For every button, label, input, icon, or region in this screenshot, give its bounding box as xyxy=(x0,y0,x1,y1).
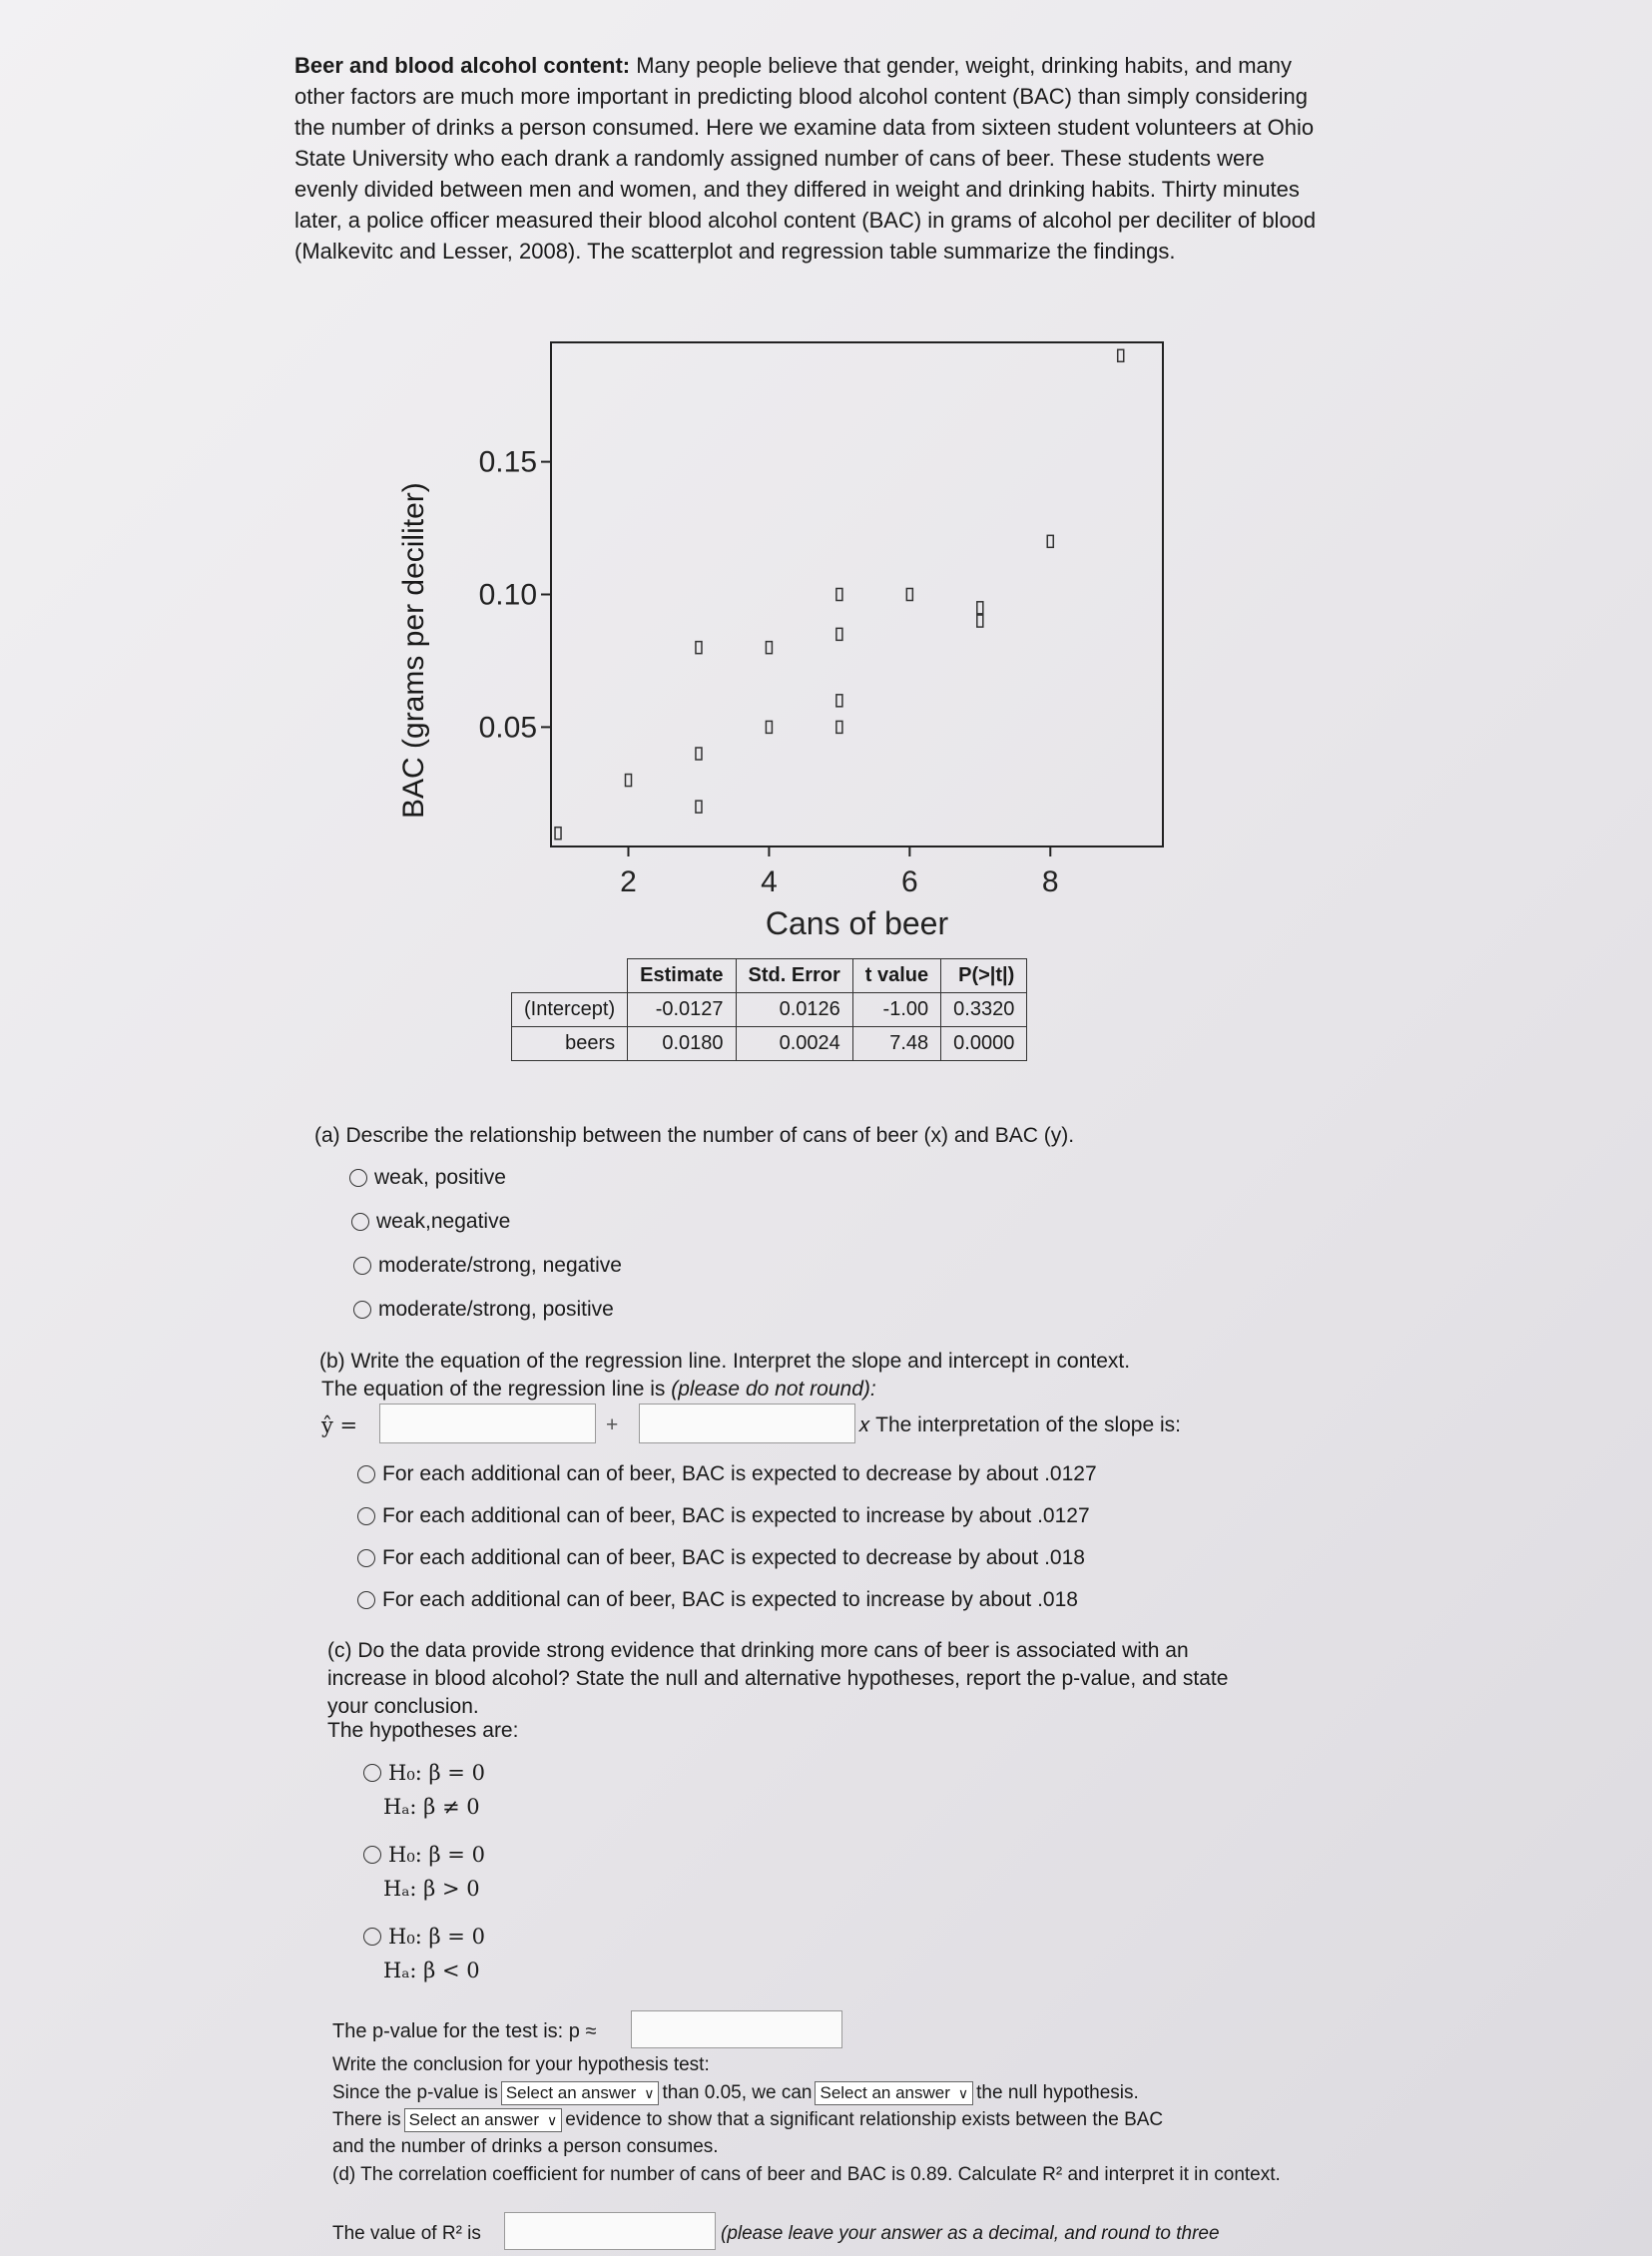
table-cell: 0.3320 xyxy=(941,993,1027,1027)
intro-body: Many people believe that gender, weight, drinking habits, and many other factors are much more important in predicting blood alcohol content (BAC) than simply considering the number of drinks a person consumed. Here we examine data from sixteen student volunteers at Ohio State University who each drank a randomly assigned number of cans of beer. These students were evenly divided between men and women, and they differed in weight and drinking habits. Thirty minutes later, a police officer measured their blood alcohol content (BAC) in grams of alcohol per deciliter of blood (Malkevitc and Lesser, 2008). The scatterplot and regression table summarize the findings. xyxy=(294,53,1317,264)
radio-option-a4[interactable] xyxy=(353,1298,614,1322)
radio-circle[interactable] xyxy=(357,1549,375,1567)
data-point xyxy=(555,828,561,840)
table-cell: 0.0024 xyxy=(736,1027,852,1061)
yhat-label: ŷ = xyxy=(321,1413,358,1437)
data-point xyxy=(977,615,983,627)
question-c-prompt: (c) Do the data provide strong evidence that drinking more cans of beer is associated with an increase in blood alcohol? State the null and alternative hypotheses, report the p-value, and state your conclusion. xyxy=(327,1639,1229,1718)
table-header-row xyxy=(512,959,1027,993)
intro-title: Beer and blood alcohol content: xyxy=(294,53,631,78)
table-header: P(>|t|) xyxy=(941,959,1027,993)
select-label: Select an answer xyxy=(820,2083,950,2102)
option-label: weak,negative xyxy=(376,1210,511,1233)
radio-option-c1[interactable] xyxy=(363,1761,485,1785)
table-header: Std. Error xyxy=(736,959,852,993)
data-point xyxy=(766,642,772,654)
equation-note: (please do not round): xyxy=(671,1378,876,1401)
data-point xyxy=(977,602,983,614)
hypotheses-label: The hypotheses are: xyxy=(327,1719,519,1742)
chevron-down-icon: ∨ xyxy=(547,2112,558,2128)
line1-text-c: the null hypothesis. xyxy=(976,2082,1139,2103)
radio-option-a1[interactable] xyxy=(349,1166,506,1190)
h0-label: H₀: β = 0 xyxy=(388,1925,485,1949)
reject-select[interactable] xyxy=(815,2081,973,2105)
option-label: For each additional can of beer, BAC is expected to increase by about .0127 xyxy=(382,1504,1090,1527)
x-tick-label: 6 xyxy=(901,865,918,898)
table-row xyxy=(512,993,1027,1027)
line1-text-a: Since the p-value is xyxy=(332,2082,498,2103)
line2-text-a: There is xyxy=(332,2109,401,2130)
radio-circle[interactable] xyxy=(351,1213,369,1231)
data-point xyxy=(836,721,842,733)
table-cell: -1.00 xyxy=(852,993,940,1027)
r-squared-note: (please leave your answer as a decimal, and round to three xyxy=(721,2223,1220,2244)
line1-text-b: than 0.05, we can xyxy=(662,2082,813,2103)
ha-label: Hₐ: β > 0 xyxy=(383,1877,480,1901)
data-point xyxy=(766,721,772,733)
ha-label: Hₐ: β ≠ 0 xyxy=(383,1795,480,1819)
intro-paragraph xyxy=(294,50,1323,267)
row-label: (Intercept) xyxy=(512,993,628,1027)
table-cell: -0.0127 xyxy=(628,993,736,1027)
evidence-select[interactable] xyxy=(404,2108,563,2132)
radio-option-c3[interactable] xyxy=(363,1925,485,1949)
radio-circle[interactable] xyxy=(357,1465,375,1483)
radio-circle[interactable] xyxy=(363,1764,381,1782)
pvalue-label: The p-value for the test is: p ≈ xyxy=(332,2020,597,2042)
scatterplot xyxy=(399,329,1198,948)
chevron-down-icon: ∨ xyxy=(644,2085,655,2101)
table-cell: 0.0000 xyxy=(941,1027,1027,1061)
x-tick-label: 4 xyxy=(761,865,778,898)
x-axis-label: Cans of beer xyxy=(765,905,949,941)
slope-input[interactable] xyxy=(639,1404,855,1443)
plot-frame xyxy=(551,342,1163,846)
table-header: t value xyxy=(852,959,940,993)
y-tick-label: 0.10 xyxy=(478,578,537,612)
question-b-prompt: (b) Write the equation of the regression line. Interpret the slope and intercept in context. xyxy=(319,1350,1131,1373)
data-point xyxy=(1118,349,1124,361)
conclusion-line-3: and the number of drinks a person consumes. xyxy=(332,2136,719,2157)
table-corner xyxy=(512,959,628,993)
option-label: For each additional can of beer, BAC is expected to increase by about .018 xyxy=(382,1588,1078,1611)
row-label: beers xyxy=(512,1027,628,1061)
data-point xyxy=(696,748,702,760)
h0-label: H₀: β = 0 xyxy=(388,1761,485,1785)
data-point xyxy=(1047,535,1053,547)
data-point xyxy=(696,642,702,654)
slope-interpretation-label: 𝑥 The interpretation of the slope is: xyxy=(858,1413,1181,1436)
option-label: For each additional can of beer, BAC is expected to decrease by about .0127 xyxy=(382,1462,1097,1485)
radio-option-b4[interactable] xyxy=(357,1588,1078,1612)
ha-label: Hₐ: β < 0 xyxy=(383,1959,480,1982)
data-point xyxy=(906,589,912,601)
intercept-input[interactable] xyxy=(379,1404,596,1443)
question-d-prompt: (d) The correlation coefficient for number of cans of beer and BAC is 0.89. Calculate R² and interpret it in context. xyxy=(332,2164,1281,2185)
option-label: weak, positive xyxy=(374,1166,506,1189)
radio-circle[interactable] xyxy=(353,1257,371,1275)
select-label: Select an answer xyxy=(408,2110,540,2129)
r-squared-label: The value of R² is xyxy=(332,2223,481,2244)
option-label: moderate/strong, positive xyxy=(378,1298,614,1321)
y-tick-label: 0.15 xyxy=(478,445,537,479)
option-label: For each additional can of beer, BAC is expected to decrease by about .018 xyxy=(382,1546,1085,1569)
pvalue-comparison-select[interactable] xyxy=(501,2081,660,2105)
option-label: moderate/strong, negative xyxy=(378,1254,622,1277)
radio-option-b1[interactable] xyxy=(357,1462,1097,1486)
conclusion-line-2 xyxy=(332,2106,1163,2134)
h0-label: H₀: β = 0 xyxy=(388,1843,485,1867)
line2-text-b: evidence to show that a significant relationship exists between the BAC xyxy=(565,2109,1164,2130)
table-row xyxy=(512,1027,1027,1061)
table-cell: 0.0126 xyxy=(736,993,852,1027)
data-point xyxy=(836,628,842,640)
select-label: Select an answer xyxy=(505,2083,637,2102)
regression-table xyxy=(511,958,1027,1061)
table-header: Estimate xyxy=(628,959,736,993)
radio-option-c2[interactable] xyxy=(363,1843,485,1867)
radio-option-b2[interactable] xyxy=(357,1504,1090,1528)
r-squared-input[interactable] xyxy=(504,2212,716,2250)
radio-circle[interactable] xyxy=(363,1928,381,1946)
plus-sign: + xyxy=(606,1413,619,1436)
radio-circle[interactable] xyxy=(353,1301,371,1319)
data-point xyxy=(836,589,842,601)
table-cell: 0.0180 xyxy=(628,1027,736,1061)
data-point xyxy=(836,695,842,707)
data-point xyxy=(696,801,702,813)
y-tick-label: 0.05 xyxy=(478,711,537,745)
data-point xyxy=(626,775,632,787)
equation-label: The equation of the regression line is xyxy=(321,1378,666,1401)
radio-circle[interactable] xyxy=(349,1169,367,1187)
radio-option-b3[interactable] xyxy=(357,1546,1085,1570)
x-tick-label: 2 xyxy=(620,865,637,898)
radio-circle[interactable] xyxy=(357,1507,375,1525)
pvalue-input[interactable] xyxy=(631,2010,842,2048)
radio-circle[interactable] xyxy=(357,1591,375,1609)
radio-circle[interactable] xyxy=(363,1846,381,1864)
chevron-down-icon: ∨ xyxy=(957,2085,969,2101)
question-a-prompt: (a) Describe the relationship between the number of cans of beer (x) and BAC (y). xyxy=(314,1124,1075,1147)
conclusion-label: Write the conclusion for your hypothesis test: xyxy=(332,2054,710,2075)
radio-option-a3[interactable] xyxy=(353,1254,622,1278)
y-axis-label: BAC (grams per deciliter) xyxy=(397,482,430,819)
conclusion-line-1 xyxy=(332,2079,1139,2107)
radio-option-a2[interactable] xyxy=(351,1210,510,1234)
table-cell: 7.48 xyxy=(852,1027,940,1061)
x-tick-label: 8 xyxy=(1041,865,1059,898)
question-b-prompt2 xyxy=(321,1376,876,1404)
